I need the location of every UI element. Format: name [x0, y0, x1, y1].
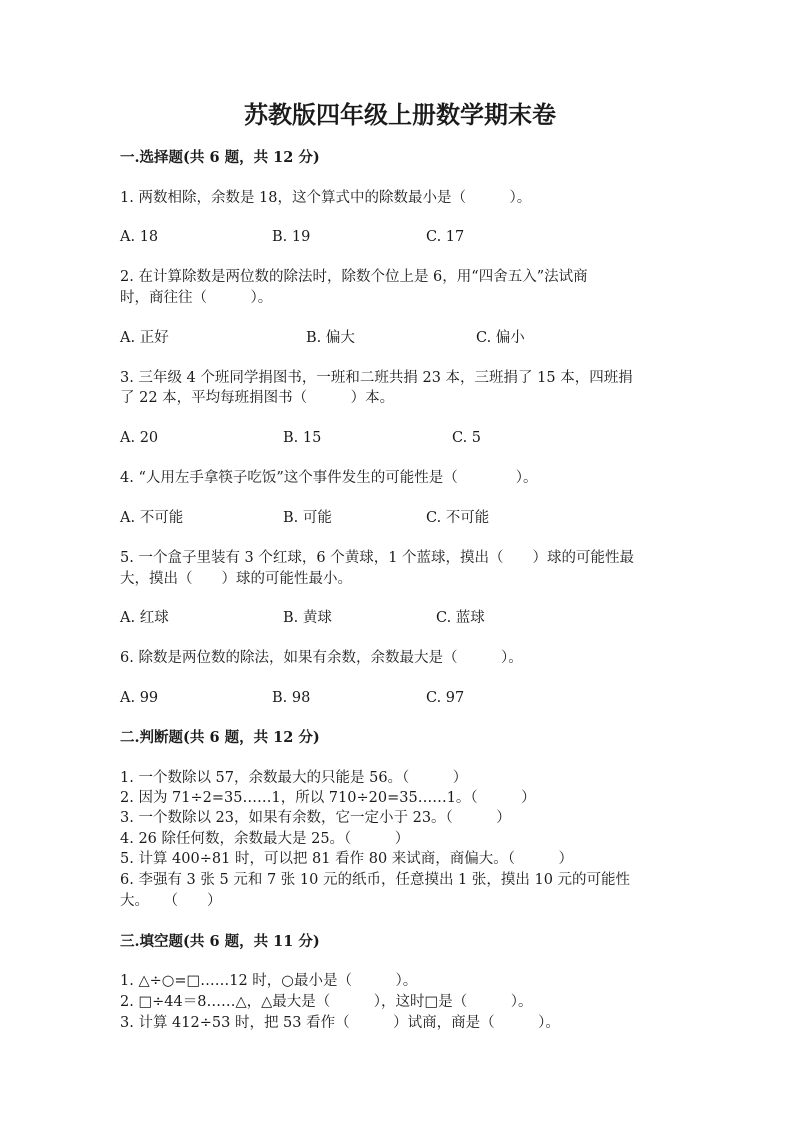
- statement-line: 3. 一个数除以 23，如果有余数，它一定小于 23。（ ）: [120, 810, 511, 826]
- statement-line: 6. 李强有 3 张 5 元和 7 张 10 元的纸币，任意摸出 1 张，摸出 10 元的可能性: [120, 872, 631, 888]
- question-text: 5. 一个盒子里装有 3 个红球，6 个黄球，1 个蓝球，摸出（ ）球的可能性最: [120, 550, 635, 566]
- option-b: B. 19: [272, 229, 311, 245]
- option-c: C. 不可能: [426, 510, 490, 526]
- question-text: 时，商往往（ ）。: [120, 290, 273, 306]
- section-heading-fill-blank: 三.填空题(共 6 题，共 11 分): [120, 933, 320, 950]
- fill-blank-line: 2. □÷44＝8……△，△最大是（ ），这时□是（ ）。: [120, 994, 533, 1010]
- option-b: B. 黄球: [283, 610, 332, 626]
- option-a: A. 18: [120, 229, 159, 245]
- section-heading-choice: 一.选择题(共 6 题，共 12 分): [120, 149, 320, 166]
- option-b: B. 15: [283, 430, 322, 446]
- question-text: 大，摸出（ ）球的可能性最小。: [120, 571, 352, 587]
- option-c: C. 5: [452, 430, 482, 446]
- statement-line: 4. 26 除任何数，余数最大是 25。（ ）: [120, 831, 410, 847]
- fill-blank-line: 1. △÷○=□……12 时，○最小是（ ）。: [120, 973, 418, 989]
- option-a: A. 99: [120, 690, 159, 706]
- option-c: C. 17: [426, 229, 465, 245]
- section-heading-judgement: 二.判断题(共 6 题，共 12 分): [120, 729, 320, 746]
- option-a: A. 不可能: [120, 510, 184, 526]
- statement-line: 5. 计算 400÷81 时，可以把 81 看作 80 来试商，商偏大。（ ）: [120, 851, 574, 867]
- statement-line: 1. 一个数除以 57，余数最大的只能是 56。（ ）: [120, 770, 468, 786]
- option-c: C. 偏小: [476, 330, 525, 346]
- question-text: 1. 两数相除，余数是 18，这个算式中的除数最小是（ ）。: [120, 190, 532, 206]
- statement-line: 2. 因为 71÷2=35……1，所以 710÷20=35……1。（ ）: [120, 790, 536, 806]
- option-a: A. 红球: [120, 610, 169, 626]
- option-b: B. 偏大: [306, 330, 355, 346]
- question-text: 6. 除数是两位数的除法，如果有余数，余数最大是（ ）。: [120, 650, 523, 666]
- question-text: 2. 在计算除数是两位数的除法时，除数个位上是 6，用“四舍五入”法试商: [120, 269, 588, 285]
- option-b: B. 98: [272, 690, 311, 706]
- option-c: C. 97: [426, 690, 465, 706]
- statement-line: 大。 （ ）: [120, 893, 222, 909]
- question-text: 了 22 本，平均每班捐图书（ ）本。: [120, 390, 395, 406]
- question-text: 4. “人用左手拿筷子吃饭”这个事件发生的可能性是（ ）。: [120, 470, 538, 486]
- option-b: B. 可能: [283, 510, 332, 526]
- page-title: 苏教版四年级上册数学期末卷: [244, 100, 556, 129]
- question-text: 3. 三年级 4 个班同学捐图书，一班和二班共捐 23 本，三班捐了 15 本，四班捐: [120, 370, 633, 386]
- option-a: A. 正好: [120, 330, 169, 346]
- option-c: C. 蓝球: [436, 610, 485, 626]
- fill-blank-line: 3. 计算 412÷53 时，把 53 看作（ ）试商，商是（ ）。: [120, 1015, 560, 1031]
- option-a: A. 20: [120, 430, 159, 446]
